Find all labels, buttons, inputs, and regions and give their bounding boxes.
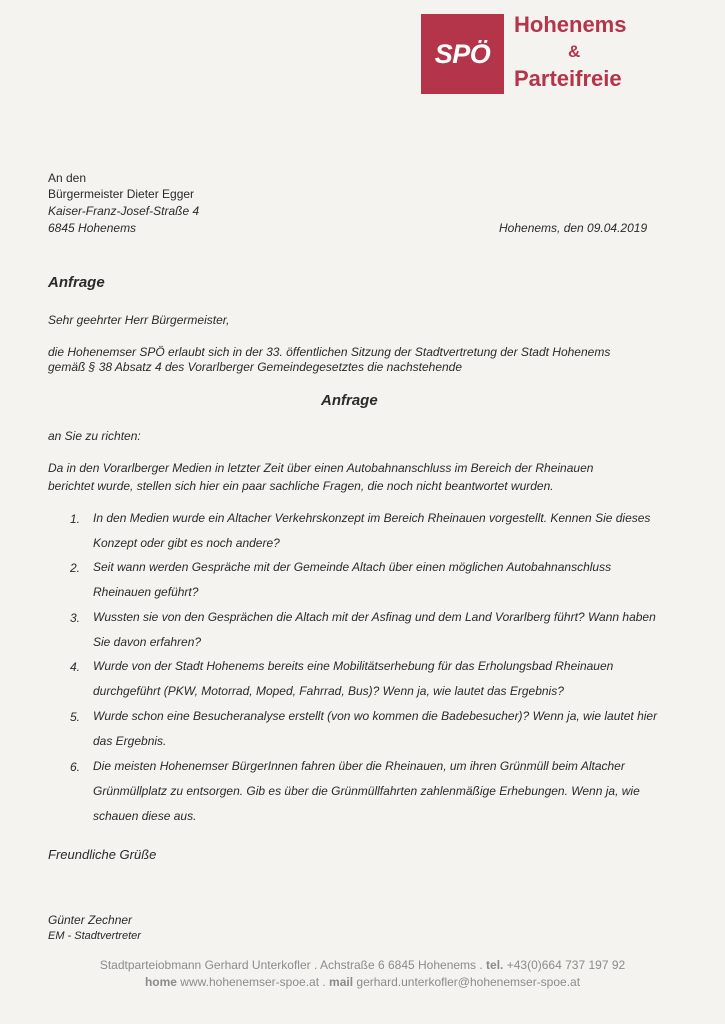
footer-line-2 <box>0 975 725 989</box>
question-number: 5. <box>70 710 81 724</box>
footer-home-label: home <box>144 975 177 989</box>
salutation: Sehr geehrter Herr Bürgermeister, <box>48 313 230 327</box>
closing: Freundliche Grüße <box>48 847 157 862</box>
footer-tel-label: tel. <box>486 958 504 972</box>
signature-role: EM - Stadtvertreter <box>48 930 141 942</box>
question-text: Wurde schon eine Besucheranalyse erstellt (von wo kommen die Badebesucher)? Wenn ja, wie lautet hier das Ergebnis. <box>93 709 658 748</box>
intro-line-1: die Hohenemser SPÖ erlaubt sich in der 33. öffentlichen Sitzung der Stadtvertretung der Stadt Hohenems <box>48 345 611 359</box>
address-line-1: An den <box>48 171 87 185</box>
footer-tel-value: +43(0)664 737 197 92 <box>506 958 626 972</box>
question-number: 6. <box>70 760 81 774</box>
center-title: Anfrage <box>321 392 378 409</box>
letter-date: Hohenems, den 09.04.2019 <box>499 221 648 235</box>
question-number: 2. <box>70 561 81 575</box>
question-number: 1. <box>70 512 81 526</box>
question-text: Wurde von der Stadt Hohenems bereits eine Mobilitätserhebung für das Erholungsbad Rheinauen durchgeführt (PKW, Motorrad, Moped, Fahrrad, Bus)? Wenn ja, wie lautet das Ergebnis? <box>93 659 614 698</box>
question-text: Wussten sie von den Gesprächen die Altach mit der Asfinag und dem Land Vorarlberg führt? Wann haben Sie davon erfahren? <box>93 610 656 649</box>
address-line-4: 6845 Hohenems <box>48 221 137 235</box>
footer-mail-label: mail <box>329 975 354 989</box>
footer-line-1 <box>0 958 725 972</box>
context-line-1: Da in den Vorarlberger Medien in letzter Zeit über einen Autobahnanschluss im Bereich der Rheinauen <box>48 461 594 475</box>
logo-badge-text: SPÖ <box>434 38 491 69</box>
logo-line-1: Hohenems <box>514 12 627 37</box>
logo-line-2: Parteifreie <box>514 66 622 91</box>
address-line-2: Bürgermeister Dieter Egger <box>48 187 195 201</box>
question-text: Seit wann werden Gespräche mit der Gemeinde Altach über einen möglichen Autobahnanschluss Rheinauen geführt? <box>93 560 612 599</box>
question-number: 4. <box>70 660 81 674</box>
address-line-3: Kaiser-Franz-Josef-Straße 4 <box>48 204 200 218</box>
question-number: 3. <box>70 611 81 625</box>
question-text: Die meisten Hohenemser BürgerInnen fahren über die Rheinauen, um ihren Grünmüll beim Altacher Grünmüllplatz zu entsorgen. Gib es über die Grünmüllfahrten zahlenmäßige Erhebungen. Wenn ja, wie schauen diese aus. <box>93 759 640 823</box>
page-title: Anfrage <box>48 274 105 291</box>
spoe-logo-badge <box>421 14 504 94</box>
intro-line-2: gemäß § 38 Absatz 4 des Vorarlberger Gemeindegesetztes die nachstehende <box>48 360 463 374</box>
footer-home-link[interactable]: www.hohenemser-spoe.at . <box>180 975 326 989</box>
question-text: In den Medien wurde ein Altacher Verkehrskonzept im Bereich Rheinauen vorgestellt. Kennen Sie dieses Konzept oder gibt es noch andere? <box>93 511 651 550</box>
logo-ampersand: & <box>568 42 581 61</box>
to-you-line: an Sie zu richten: <box>48 429 141 443</box>
context-line-2: berichtet wurde, stellen sich hier ein paar sachliche Fragen, die noch nicht beantwortet wurden. <box>48 479 554 493</box>
footer-address: Stadtparteiobmann Gerhard Unterkofler . Achstraße 6 6845 Hohenems . <box>99 958 483 972</box>
footer-mail-link[interactable]: gerhard.unterkofler@hohenemser-spoe.at <box>356 975 581 989</box>
signature-name: Günter Zechner <box>48 913 133 927</box>
